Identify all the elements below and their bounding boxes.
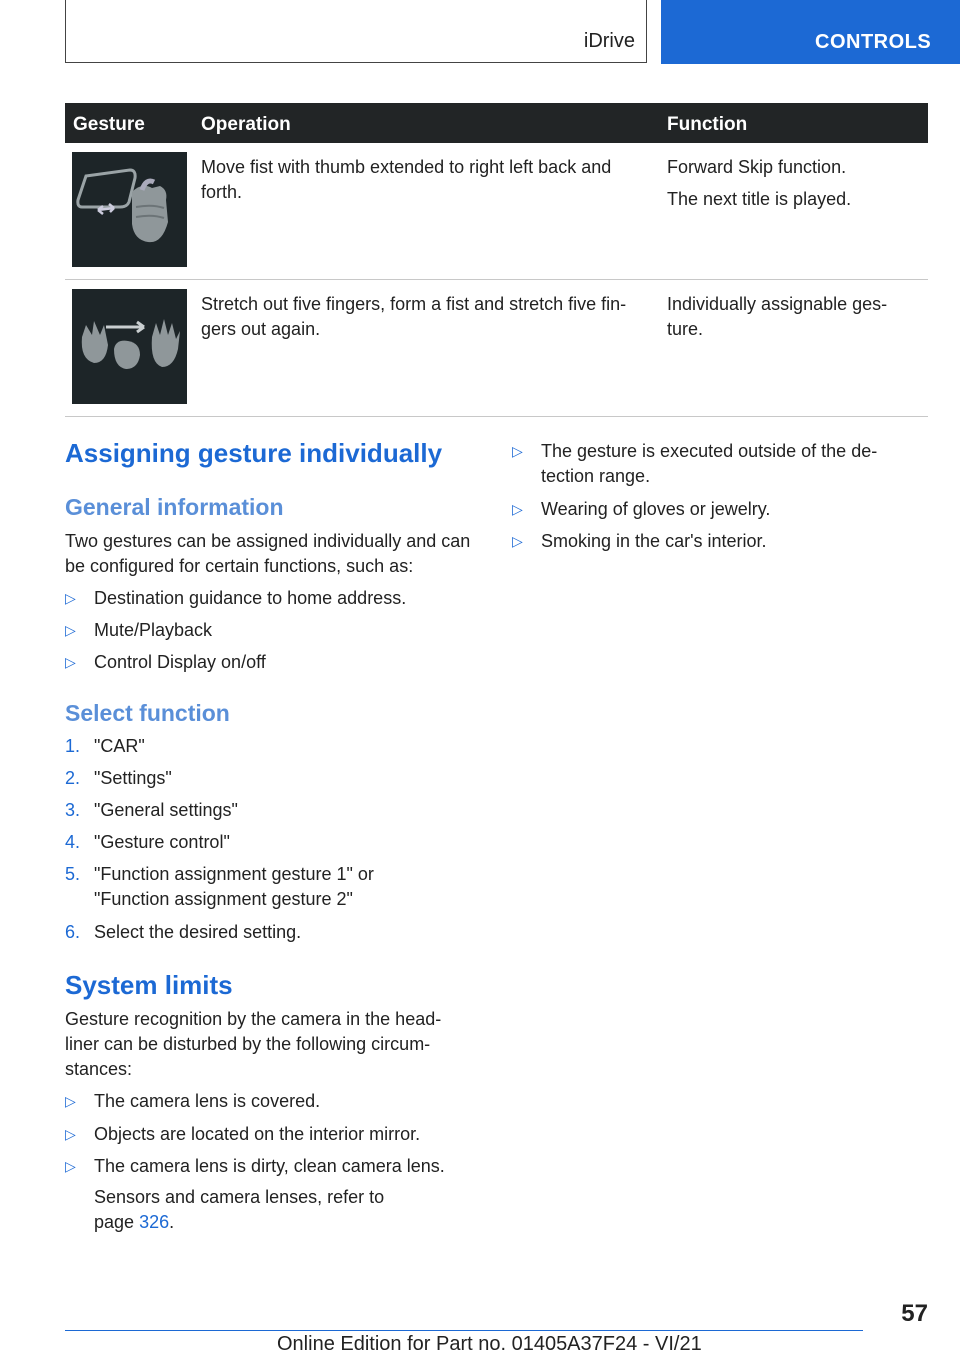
gesture-swipe-icon [72,152,187,267]
operation-cell [201,155,646,212]
operation-cell [201,292,661,349]
footer-edition-text: Online Edition for Part no. 01405A37F24 - VI/21 [277,1333,702,1355]
bullet-triangle-icon: ▷ [65,1126,76,1142]
function-text: The next title is played. [667,189,852,209]
bullet-triangle-icon: ▷ [512,533,523,549]
subheading-select-function: Select function [65,700,230,726]
bullet-triangle-icon: ▷ [512,443,523,459]
section-heading-system-limits: System limits [65,970,233,1000]
operation-text: Move fist with thumb extended to right left back and forth. [201,157,612,202]
table-row [65,143,928,280]
page-reference-link[interactable]: 326 [139,1212,170,1232]
col-function: Function [667,114,748,135]
function-text: Forward Skip function. [667,157,847,177]
bullet-triangle-icon: ▷ [65,1093,76,1109]
bullet-triangle-icon: ▷ [65,1158,76,1174]
section-heading-assigning: Assigning gesture individually [65,438,443,468]
function-cell [667,155,917,219]
bullet-triangle-icon: ▷ [65,590,76,606]
general-information-text: Two gestures can be assigned individually and can be configured for certain functions, such as: [65,531,471,576]
gesture-fist-open-icon [72,289,187,404]
col-operation: Operation [201,114,291,135]
table-row [65,280,928,417]
operation-text: Stretch out five fingers, form a fist and stretch five fin-gers out again. [201,294,627,339]
function-text: Individually assignable ges-ture. [667,294,888,339]
gesture-table [65,103,928,417]
header-box [65,0,647,63]
header-tab-controls[interactable]: CONTROLS [661,0,960,64]
footer-divider [65,1330,863,1331]
col-gesture: Gesture [73,114,145,135]
bullet-triangle-icon: ▷ [512,501,523,517]
header-section-title: iDrive [583,30,635,52]
system-limits-text: Gesture recognition by the camera in the head- liner can be disturbed by the following circum- stances: [65,1009,442,1079]
sensors-note: Sensors and camera lenses, refer to page 326. [94,1187,385,1232]
bullet-triangle-icon: ▷ [65,654,76,670]
bullet-triangle-icon: ▷ [65,622,76,638]
table-header [65,103,928,143]
page-number: 57 [901,1300,928,1327]
function-cell [667,292,907,349]
subheading-general-information: General information [65,494,284,520]
